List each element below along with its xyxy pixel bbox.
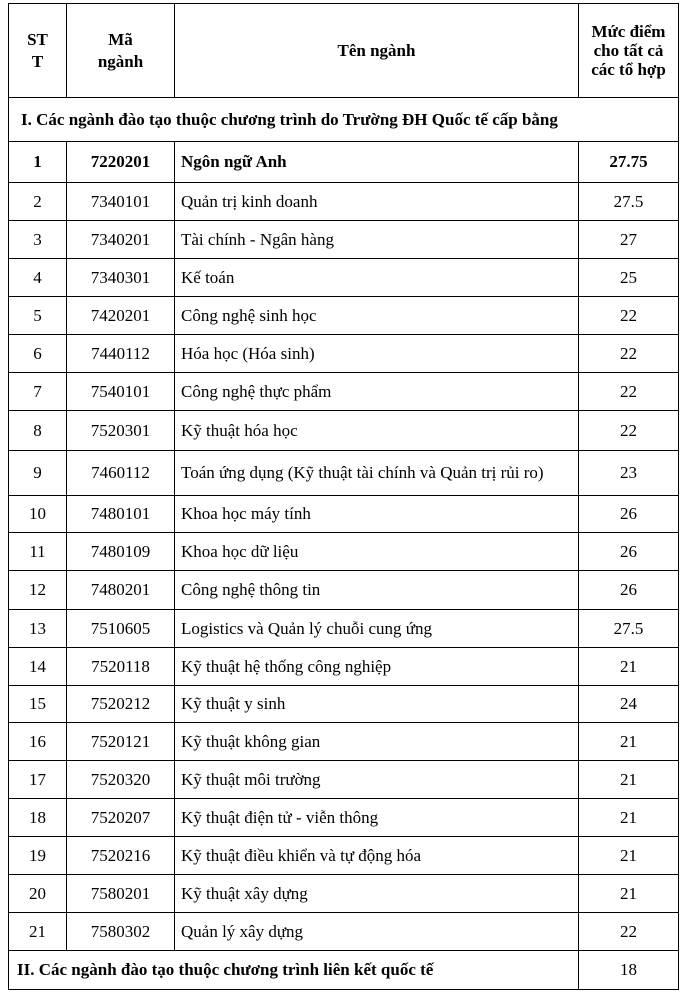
row-score: 21 <box>579 799 679 837</box>
row-stt: 5 <box>9 297 67 335</box>
row-name: Khoa học máy tính <box>175 496 579 533</box>
row-code: 7340101 <box>67 183 175 221</box>
row-score: 22 <box>579 335 679 373</box>
admission-score-table <box>8 3 679 990</box>
row-name: Kỹ thuật điều khiển và tự động hóa <box>175 837 579 875</box>
row-stt: 12 <box>9 571 67 610</box>
document-page <box>8 3 679 990</box>
row-code: 7340201 <box>67 221 175 259</box>
row-score: 27.5 <box>579 183 679 221</box>
row-score: 27.75 <box>579 142 679 183</box>
row-stt: 8 <box>9 411 67 451</box>
row-name: Quản lý xây dựng <box>175 913 579 951</box>
row-score: 22 <box>579 411 679 451</box>
row-name: Công nghệ sinh học <box>175 297 579 335</box>
row-score: 21 <box>579 875 679 913</box>
table-row <box>9 571 679 610</box>
row-stt: 2 <box>9 183 67 221</box>
row-stt: 20 <box>9 875 67 913</box>
row-name: Kỹ thuật không gian <box>175 723 579 761</box>
table-row <box>9 142 679 183</box>
table-row <box>9 799 679 837</box>
row-code: 7460112 <box>67 451 175 496</box>
row-score: 24 <box>579 686 679 723</box>
row-name: Logistics và Quản lý chuỗi cung ứng <box>175 610 579 648</box>
row-score: 27 <box>579 221 679 259</box>
row-code: 7520118 <box>67 648 175 686</box>
row-score: 21 <box>579 723 679 761</box>
row-name: Kỹ thuật hóa học <box>175 411 579 451</box>
row-score: 21 <box>579 761 679 799</box>
row-score: 22 <box>579 297 679 335</box>
row-stt: 19 <box>9 837 67 875</box>
row-code: 7480101 <box>67 496 175 533</box>
row-score: 26 <box>579 533 679 571</box>
row-code: 7520216 <box>67 837 175 875</box>
header-name: Tên ngành <box>175 4 579 98</box>
table-row <box>9 610 679 648</box>
row-code: 7520301 <box>67 411 175 451</box>
row-stt: 6 <box>9 335 67 373</box>
row-name: Kế toán <box>175 259 579 297</box>
row-stt: 21 <box>9 913 67 951</box>
row-score: 25 <box>579 259 679 297</box>
row-stt: 9 <box>9 451 67 496</box>
row-stt: 16 <box>9 723 67 761</box>
section-1-title: I. Các ngành đào tạo thuộc chương trình do Trường ĐH Quốc tế cấp bằng <box>9 98 679 142</box>
row-stt: 1 <box>9 142 67 183</box>
row-score: 21 <box>579 648 679 686</box>
section-2-title: II. Các ngành đào tạo thuộc chương trình liên kết quốc tế <box>9 951 579 990</box>
row-code: 7480201 <box>67 571 175 610</box>
row-score: 27.5 <box>579 610 679 648</box>
row-score: 22 <box>579 913 679 951</box>
table-row <box>9 297 679 335</box>
row-name: Toán ứng dụng (Kỹ thuật tài chính và Quản trị rủi ro) <box>175 451 579 496</box>
row-code: 7510605 <box>67 610 175 648</box>
section-1-row <box>9 98 679 142</box>
row-code: 7220201 <box>67 142 175 183</box>
row-code: 7520212 <box>67 686 175 723</box>
header-stt: STT <box>9 4 67 98</box>
row-name: Kỹ thuật điện tử - viễn thông <box>175 799 579 837</box>
row-code: 7440112 <box>67 335 175 373</box>
row-score: 22 <box>579 373 679 411</box>
section-2-row <box>9 951 679 990</box>
row-name: Kỹ thuật xây dựng <box>175 875 579 913</box>
row-stt: 15 <box>9 686 67 723</box>
row-name: Ngôn ngữ Anh <box>175 142 579 183</box>
table-row <box>9 686 679 723</box>
row-stt: 10 <box>9 496 67 533</box>
row-stt: 18 <box>9 799 67 837</box>
row-code: 7520121 <box>67 723 175 761</box>
row-code: 7580201 <box>67 875 175 913</box>
row-stt: 13 <box>9 610 67 648</box>
table-row <box>9 183 679 221</box>
row-stt: 7 <box>9 373 67 411</box>
table-row <box>9 259 679 297</box>
row-name: Khoa học dữ liệu <box>175 533 579 571</box>
row-name: Kỹ thuật môi trường <box>175 761 579 799</box>
table-row <box>9 837 679 875</box>
row-score: 21 <box>579 837 679 875</box>
table-row <box>9 648 679 686</box>
row-name: Kỹ thuật y sinh <box>175 686 579 723</box>
table-row <box>9 411 679 451</box>
table-row <box>9 451 679 496</box>
row-name: Công nghệ thực phẩm <box>175 373 579 411</box>
table-row <box>9 761 679 799</box>
row-score: 23 <box>579 451 679 496</box>
header-code: Mã ngành <box>67 4 175 98</box>
table-row <box>9 875 679 913</box>
row-stt: 11 <box>9 533 67 571</box>
row-name: Hóa học (Hóa sinh) <box>175 335 579 373</box>
table-row <box>9 373 679 411</box>
table-row <box>9 496 679 533</box>
header-score: Mức điểm cho tất cả các tổ hợp <box>579 4 679 98</box>
row-code: 7480109 <box>67 533 175 571</box>
table-row <box>9 913 679 951</box>
row-name: Kỹ thuật hệ thống công nghiệp <box>175 648 579 686</box>
row-code: 7580302 <box>67 913 175 951</box>
row-name: Công nghệ thông tin <box>175 571 579 610</box>
row-stt: 3 <box>9 221 67 259</box>
row-score: 26 <box>579 571 679 610</box>
row-stt: 4 <box>9 259 67 297</box>
row-code: 7520320 <box>67 761 175 799</box>
row-name: Tài chính - Ngân hàng <box>175 221 579 259</box>
table-row <box>9 723 679 761</box>
row-name: Quản trị kinh doanh <box>175 183 579 221</box>
row-code: 7540101 <box>67 373 175 411</box>
table-row <box>9 335 679 373</box>
row-stt: 17 <box>9 761 67 799</box>
row-code: 7420201 <box>67 297 175 335</box>
section-2-score: 18 <box>579 951 679 990</box>
table-row <box>9 533 679 571</box>
row-score: 26 <box>579 496 679 533</box>
row-stt: 14 <box>9 648 67 686</box>
header-row <box>9 4 679 98</box>
row-code: 7520207 <box>67 799 175 837</box>
row-code: 7340301 <box>67 259 175 297</box>
table-row <box>9 221 679 259</box>
